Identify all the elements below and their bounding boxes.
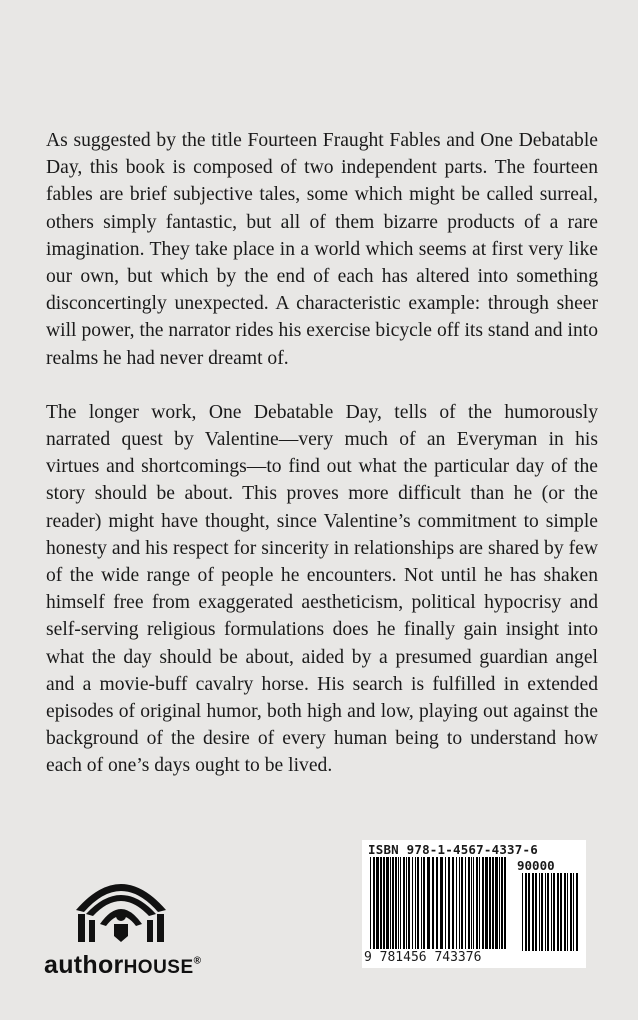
- publisher-name-house: HOUSE: [123, 957, 194, 978]
- isbn-barcode: [362, 840, 586, 968]
- registered-mark: ®: [193, 955, 202, 967]
- ean-digits: 9 781456 743376: [364, 950, 482, 965]
- publisher-wordmark: [44, 951, 201, 980]
- blurb-paragraph-1: As suggested by the title Fourteen Fraught Fables and One Debatable Day, this book is composed of two independent parts. The fourteen fables are brief subjective tales, some which might be called surreal, others simply fantastic, but all of them bizarre products of a rare imagination. They take place in a world which seems at first very like our own, but which by the end of each has altered into something disconcertingly unexpected. A characteristic example: through sheer will power, the narrator rides his exercise bicycle off its stand and into realms he had never dreamt of.: [46, 130, 598, 369]
- publisher-logo: [44, 866, 214, 979]
- addon-barcode-bars: [520, 873, 580, 953]
- back-cover-blurb: [46, 127, 598, 780]
- isbn-text: ISBN 978-1-4567-4337-6: [368, 842, 538, 857]
- publisher-name-author: author: [44, 951, 124, 979]
- blurb-paragraph-2: The longer work, One Debatable Day, tells of the humorously narrated quest by Valentine—very much of an Everyman in his virtues and shortcomings—to find out what the particular day of the story should be about. This proves more difficult than he (or the reader) might have thought, since Valentine’s commitment to simple honesty and his respect for sincerity in relationships are shared by few of the wide range of people he encounters. Not until he has shaken himself free from exaggerated aestheticism, political hypocrisy and self-serving religious formulations does he finally gain insight into what the day should be about, aided by a presumed guardian angel and a movie-buff cavalry horse. His search is fulfilled in extended episodes of original humor, both high and low, playing out against the background of the desire of every human being to understand how each of one’s days ought to be lived.: [46, 401, 598, 777]
- ean-barcode-bars: [368, 857, 510, 953]
- price-code: 90000: [517, 858, 555, 873]
- authorhouse-arch-logo-icon: [74, 866, 168, 946]
